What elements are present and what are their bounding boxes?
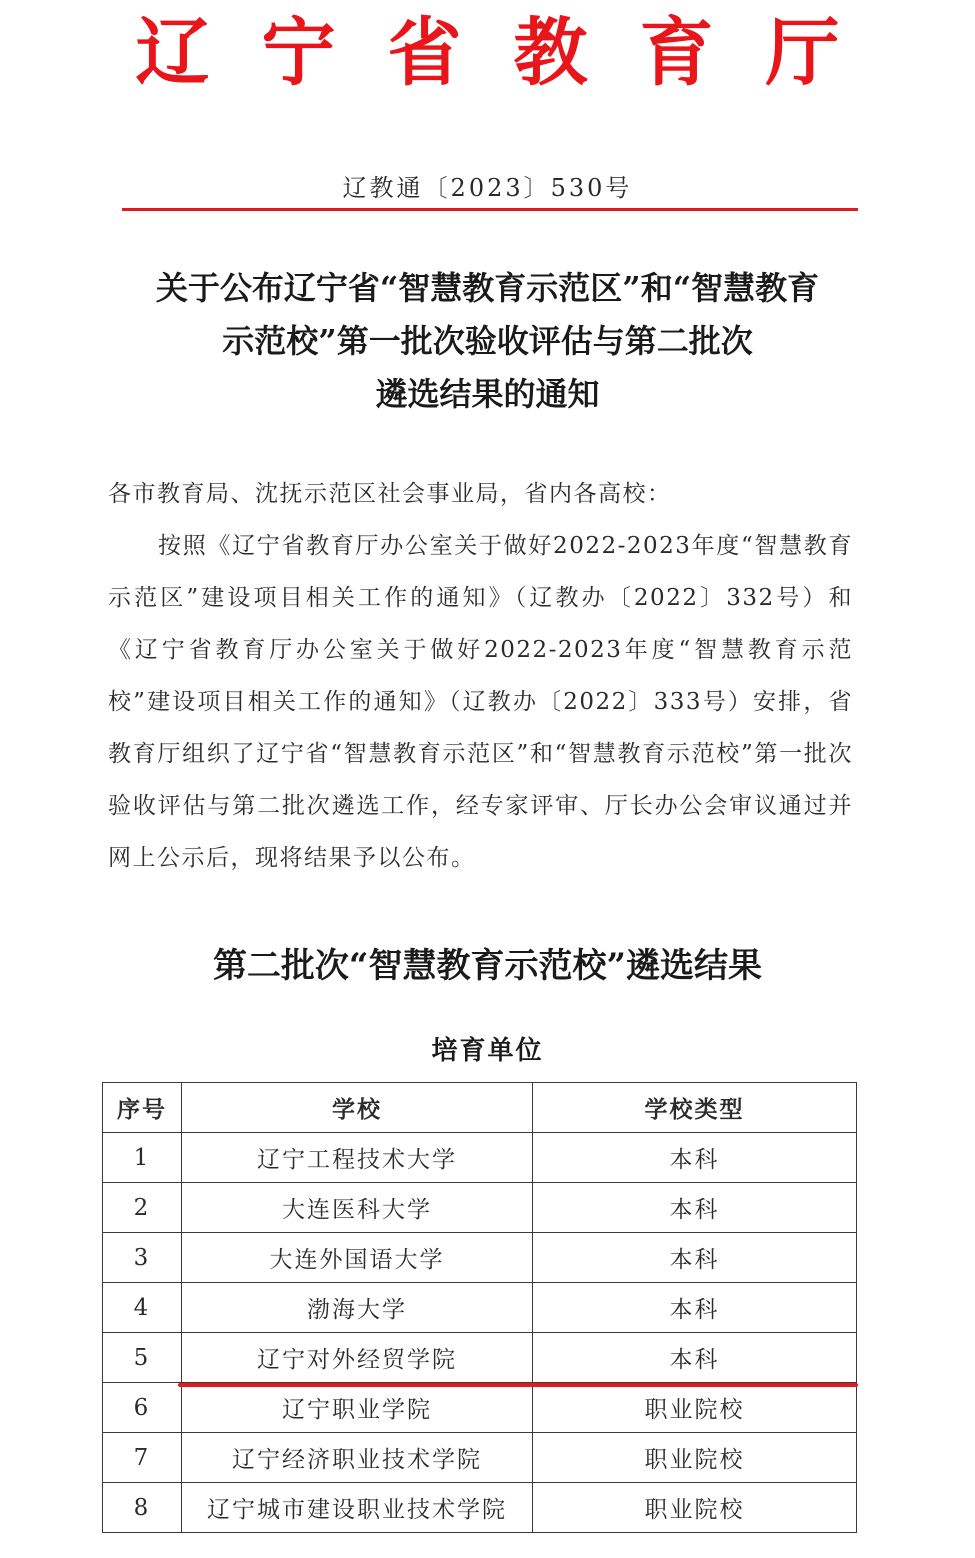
- row-school: 辽宁职业学院: [182, 1383, 533, 1433]
- row-school: 辽宁工程技术大学: [182, 1133, 533, 1183]
- row-school: 大连医科大学: [182, 1183, 533, 1233]
- table-row: [103, 1433, 857, 1483]
- row-school: 辽宁城市建设职业技术学院: [182, 1483, 533, 1533]
- row-index: 1: [103, 1133, 182, 1183]
- org-title: 辽宁省教育厅: [135, 10, 892, 96]
- row-index: 4: [103, 1283, 182, 1333]
- row-index: 6: [103, 1383, 182, 1433]
- row-school: 辽宁对外经贸学院: [182, 1333, 533, 1383]
- table-row: [103, 1383, 857, 1433]
- table-row: [103, 1183, 857, 1233]
- results-subtitle: 培育单位: [431, 1036, 544, 1066]
- row-index: 7: [103, 1433, 182, 1483]
- row-type: 本科: [533, 1333, 857, 1383]
- row-type: 本科: [533, 1233, 857, 1283]
- row-index: 5: [103, 1333, 182, 1383]
- document-number: 辽教通〔2023〕530号: [342, 174, 633, 202]
- row-type: 职业院校: [533, 1383, 857, 1433]
- salutation: 各市教育局、沈抚示范区社会事业局，省内各高校：: [108, 481, 672, 507]
- notice-title-line-1: 关于公布辽宁省“智慧教育示范区”和“智慧教育: [155, 269, 820, 307]
- table-row: [103, 1133, 857, 1183]
- row-index: 2: [103, 1183, 182, 1233]
- row-type: 本科: [533, 1183, 857, 1233]
- body-paragraph: 按照《辽宁省教育厅办公室关于做好2022-2023年度“智慧教育示范区”建设项目相关工作的通知》（辽教办〔2022〕332号）和《辽宁省教育厅办公室关于做好2022-2023年度“智慧教育示范校”建设项目相关工作的通知》（辽教办〔2022〕333号）安排，省教育厅组织了辽宁省“智慧教育示范区”和“智慧教育示范校”第一批次验收评估与第二批次遴选工作，经专家评审、厅长办公会审议通过并网上公示后，现将结果予以公布。: [108, 533, 853, 871]
- row-school: 渤海大学: [182, 1283, 533, 1333]
- table-row: [103, 1483, 857, 1533]
- table-row: [103, 1283, 857, 1333]
- column-header-school: 学校: [182, 1083, 533, 1133]
- row-type: 职业院校: [533, 1433, 857, 1483]
- table-row: [103, 1233, 857, 1283]
- red-highlight-underline: [178, 1383, 858, 1387]
- notice-title-line-2: 示范校”第一批次验收评估与第二批次: [222, 322, 753, 360]
- row-school: 大连外国语大学: [182, 1233, 533, 1283]
- notice-title-line-3: 遴选结果的通知: [375, 375, 600, 413]
- results-table: [102, 1082, 857, 1533]
- column-header-index: 序号: [103, 1083, 182, 1133]
- row-index: 3: [103, 1233, 182, 1283]
- row-index: 8: [103, 1483, 182, 1533]
- column-header-type: 学校类型: [533, 1083, 857, 1133]
- red-header-rule: [122, 208, 858, 211]
- row-type: 本科: [533, 1283, 857, 1333]
- row-type: 本科: [533, 1133, 857, 1183]
- table-header-row: [103, 1083, 857, 1133]
- row-school: 辽宁经济职业技术学院: [182, 1433, 533, 1483]
- results-title: 第二批次“智慧教育示范校”遴选结果: [212, 946, 763, 986]
- row-type: 职业院校: [533, 1483, 857, 1533]
- notice-title: [100, 262, 875, 421]
- table-row: [103, 1333, 857, 1383]
